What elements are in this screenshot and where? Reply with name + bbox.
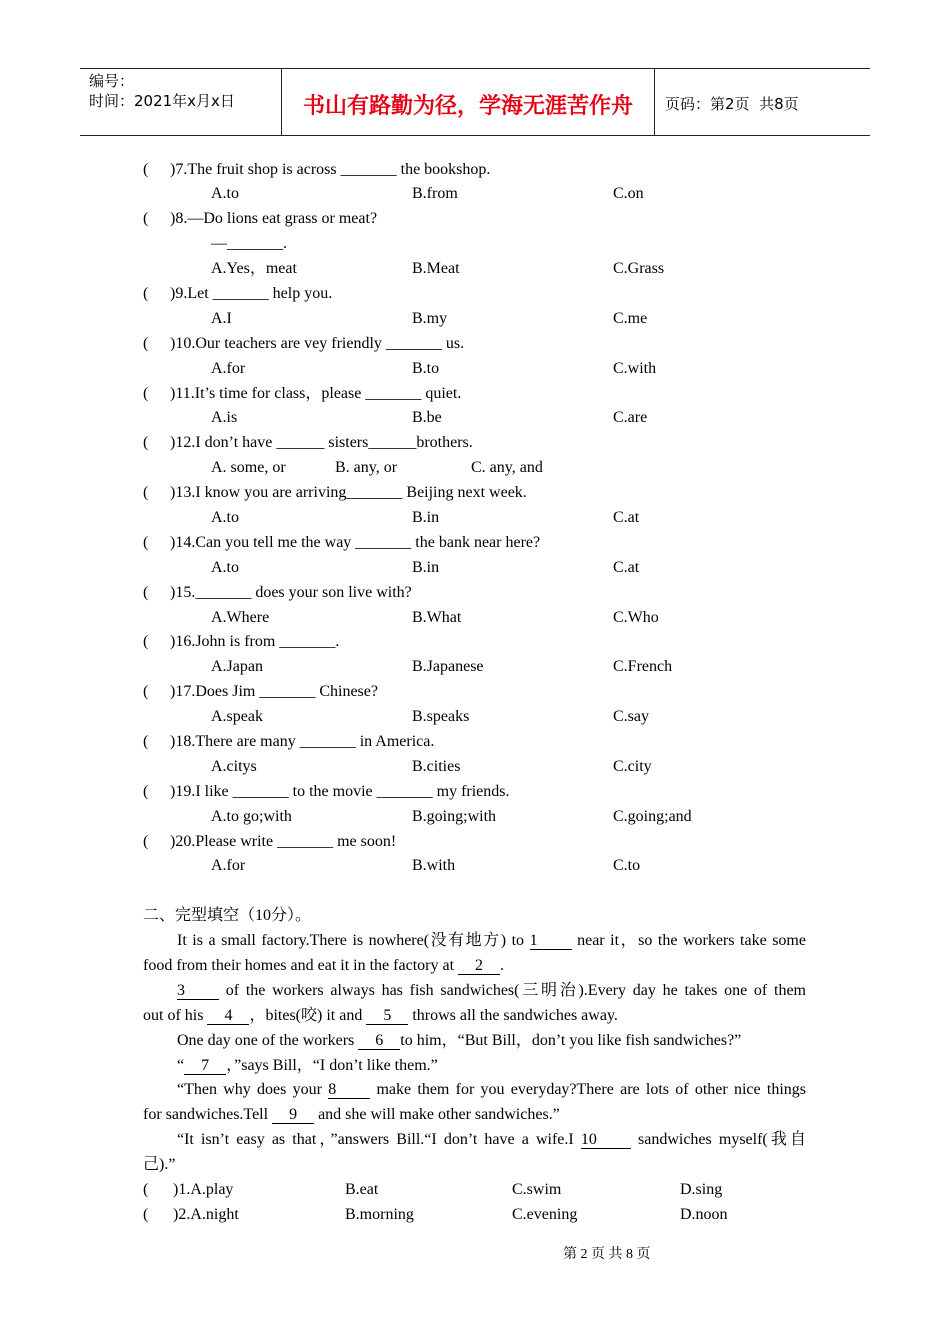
option-a: A.to go;with — [211, 807, 292, 825]
option-c: C.to — [613, 857, 641, 875]
question-12 — [143, 431, 806, 456]
option-c: C.Grass — [613, 260, 665, 278]
cloze-blank-10: 10 — [581, 1131, 631, 1149]
option-b: B.from — [412, 185, 458, 203]
option-b: B. any, or — [335, 459, 398, 477]
passage-line — [143, 1153, 806, 1178]
question-9 — [143, 282, 806, 307]
passage-line — [143, 1078, 806, 1103]
passage-text: throws all the sandwiches away. — [408, 1006, 618, 1024]
option-b: B.cities — [412, 757, 461, 775]
question-15-options — [143, 606, 806, 631]
passage-text: of the workers always has fish sandwiches(三明治).Every day he takes one of them — [219, 981, 806, 999]
answer-paren: ( — [143, 533, 149, 551]
option-c: C.with — [613, 359, 657, 377]
passage-text: “It isn’t easy as that，”answers Bill.“I don’t have a wife.I — [177, 1131, 581, 1149]
cloze-question-2 — [143, 1203, 806, 1228]
page-header — [80, 68, 870, 136]
question-13-options — [143, 506, 806, 531]
question-11-options — [143, 406, 806, 431]
option-a: A.to — [211, 508, 239, 526]
answer-paren: ( — [143, 782, 149, 800]
passage-text: 己).” — [143, 1156, 176, 1174]
option-b: B.in — [412, 508, 440, 526]
option-c: C.swim — [512, 1181, 562, 1199]
answer-paren: ( — [143, 484, 149, 502]
question-7 — [143, 158, 806, 183]
dialogue-answer-line: —_______. — [211, 235, 287, 253]
question-stem: )18.There are many _______ in America. — [170, 732, 435, 750]
option-b: B.going;with — [412, 807, 497, 825]
option-c: C.evening — [512, 1205, 578, 1223]
passage-line — [143, 1004, 806, 1029]
question-stem: )20.Please write _______ me soon! — [170, 832, 397, 850]
question-9-options — [143, 307, 806, 332]
passage-text: and she will make other sandwiches.” — [314, 1106, 560, 1124]
option-a: A. some, or — [211, 459, 286, 477]
question-12-options — [143, 456, 806, 481]
cloze-question-1 — [143, 1178, 806, 1203]
answer-paren: ( — [143, 1205, 149, 1223]
question-stem: )1.A.play — [173, 1181, 234, 1199]
question-19-options — [143, 805, 806, 830]
passage-text: It is a small factory.There is nowhere(没有地方) to — [177, 932, 530, 950]
option-a: A.speak — [211, 708, 263, 726]
option-c: C.are — [613, 409, 648, 427]
question-stem: )9.Let _______ help you. — [170, 284, 333, 302]
cloze-blank-6: 6 — [358, 1032, 400, 1050]
passage-line — [143, 1103, 806, 1128]
answer-paren: ( — [143, 732, 149, 750]
question-8 — [143, 207, 806, 232]
option-c: C.French — [613, 658, 673, 676]
question-stem: )2.A.night — [173, 1205, 239, 1223]
option-c: C.at — [613, 558, 640, 576]
header-info-cell — [80, 69, 281, 135]
passage-text: near it，so the workers take some — [571, 932, 806, 950]
passage-text: One day one of the workers — [177, 1031, 359, 1049]
answer-paren: ( — [143, 384, 149, 402]
option-b: B.to — [412, 359, 440, 377]
option-a: A.citys — [211, 757, 257, 775]
answer-paren: ( — [143, 683, 149, 701]
passage-text: sandwiches myself(我自 — [630, 1131, 806, 1149]
option-c: C.say — [613, 708, 649, 726]
answer-paren: ( — [143, 210, 149, 228]
question-stem: )7.The fruit shop is across _______ the bookshop. — [170, 160, 491, 178]
question-stem: )17.Does Jim _______ Chinese? — [170, 683, 378, 701]
passage-line — [143, 954, 806, 979]
header-page-cell — [654, 69, 870, 135]
question-15 — [143, 581, 806, 606]
question-stem: )8.—Do lions eat grass or meat? — [170, 210, 378, 228]
answer-paren: ( — [143, 633, 149, 651]
page-footer: 第 2 页 共 8 页 — [563, 1247, 651, 1262]
passage-text: ，bites(咬) it and — [249, 1006, 367, 1024]
option-b: B.my — [412, 309, 448, 327]
option-a: A.is — [211, 409, 238, 427]
answer-paren: ( — [143, 160, 149, 178]
header-motto: 书山有路勤为径，学海无涯苦作舟 — [302, 93, 633, 119]
question-13 — [143, 481, 806, 506]
passage-text: . — [500, 957, 505, 974]
passage-line — [143, 1054, 806, 1079]
passage-text: “ — [177, 1056, 185, 1074]
question-stem: )10.Our teachers are vey friendly _______ us. — [170, 334, 465, 352]
option-b: B.What — [412, 608, 462, 626]
cloze-blank-7: 7 — [184, 1057, 226, 1075]
option-c: C.at — [613, 508, 640, 526]
option-c: C.going;and — [613, 807, 692, 825]
section-heading: 二、完型填空（10分）。 — [143, 907, 312, 925]
answer-paren: ( — [143, 284, 149, 302]
option-b: B.in — [412, 558, 440, 576]
header-page-info: 页码：第2页 共8页 — [665, 95, 799, 113]
cloze-blank-8: 8 — [328, 1081, 370, 1099]
header-motto-cell — [281, 69, 654, 135]
passage-text: to him，“But Bill，don’t you like fish sandwiches?” — [400, 1031, 742, 1049]
passage-text: “Then why does your — [177, 1081, 329, 1099]
option-b: B.Japanese — [412, 658, 484, 676]
exam-content — [143, 158, 806, 1228]
question-stem: )14.Can you tell me the way _______ the bank near here? — [170, 533, 541, 551]
question-10 — [143, 332, 806, 357]
option-b: B.eat — [345, 1181, 379, 1199]
passage-text: make them for you everyday?There are lots of other nice things — [370, 1081, 807, 1099]
option-a: A.Japan — [211, 658, 263, 676]
question-17 — [143, 680, 806, 705]
question-stem: )15._______ does your son live with? — [170, 583, 412, 601]
passage-line — [143, 1128, 806, 1153]
option-c: C.on — [613, 185, 644, 203]
question-stem: )12.I don’t have ______ sisters______brothers. — [170, 434, 473, 452]
cloze-blank-9: 9 — [272, 1106, 314, 1124]
cloze-blank-4: 4 — [207, 1007, 249, 1025]
option-b: B.morning — [345, 1205, 414, 1223]
date-label: 时间：2021年x月x日 — [89, 92, 235, 110]
option-a: A.to — [211, 558, 239, 576]
option-b: B.with — [412, 857, 456, 875]
option-c: C.city — [613, 757, 652, 775]
question-11 — [143, 382, 806, 407]
answer-paren: ( — [143, 334, 149, 352]
question-10-options — [143, 357, 806, 382]
option-d: D.sing — [680, 1181, 723, 1199]
option-a: A.to — [211, 185, 239, 203]
option-a: A.Yes，meat — [211, 260, 297, 278]
passage-line — [143, 979, 806, 1004]
question-19 — [143, 780, 806, 805]
option-c: C.Who — [613, 608, 659, 626]
question-17-options — [143, 705, 806, 730]
option-a: A.Where — [211, 608, 270, 626]
option-a: A.I — [211, 309, 232, 327]
option-b: B.be — [412, 409, 442, 427]
question-8-options — [143, 257, 806, 282]
cloze-blank-5: 5 — [366, 1007, 408, 1025]
question-18 — [143, 730, 806, 755]
option-c: C. any, and — [471, 459, 543, 477]
option-a: A.for — [211, 359, 246, 377]
passage-text: food from their homes and eat it in the factory at — [143, 957, 459, 974]
option-b: B.speaks — [412, 708, 470, 726]
passage-text: for sandwiches.Tell — [143, 1106, 273, 1124]
question-stem: )19.I like _______ to the movie _______ my friends. — [170, 782, 510, 800]
answer-paren: ( — [143, 434, 149, 452]
option-a: A.for — [211, 857, 246, 875]
question-14-options — [143, 556, 806, 581]
option-b: B.Meat — [412, 260, 460, 278]
question-14 — [143, 531, 806, 556]
question-16-options — [143, 655, 806, 680]
spacer — [143, 879, 806, 904]
cloze-blank-3: 3 — [177, 982, 219, 1000]
question-stem: )16.John is from _______. — [170, 633, 340, 651]
passage-text: out of his — [143, 1006, 208, 1024]
question-8-answer-line — [143, 232, 806, 257]
serial-label: 编号： — [89, 72, 135, 90]
question-7-options — [143, 182, 806, 207]
passage-line — [143, 1029, 806, 1054]
question-stem: )11.It’s time for class，please _______ quiet. — [170, 384, 462, 402]
answer-paren: ( — [143, 583, 149, 601]
cloze-blank-1: 1 — [530, 932, 572, 950]
answer-paren: ( — [143, 1181, 149, 1199]
question-20-options — [143, 854, 806, 879]
option-c: C.me — [613, 309, 648, 327]
cloze-blank-2: 2 — [458, 957, 500, 975]
answer-paren: ( — [143, 832, 149, 850]
option-d: D.noon — [680, 1205, 728, 1223]
question-18-options — [143, 755, 806, 780]
question-stem: )13.I know you are arriving_______ Beijing next week. — [170, 484, 527, 502]
question-20 — [143, 830, 806, 855]
passage-text: ，”says Bill，“I don’t like them.” — [226, 1056, 438, 1074]
question-16 — [143, 630, 806, 655]
passage-line — [143, 929, 806, 954]
